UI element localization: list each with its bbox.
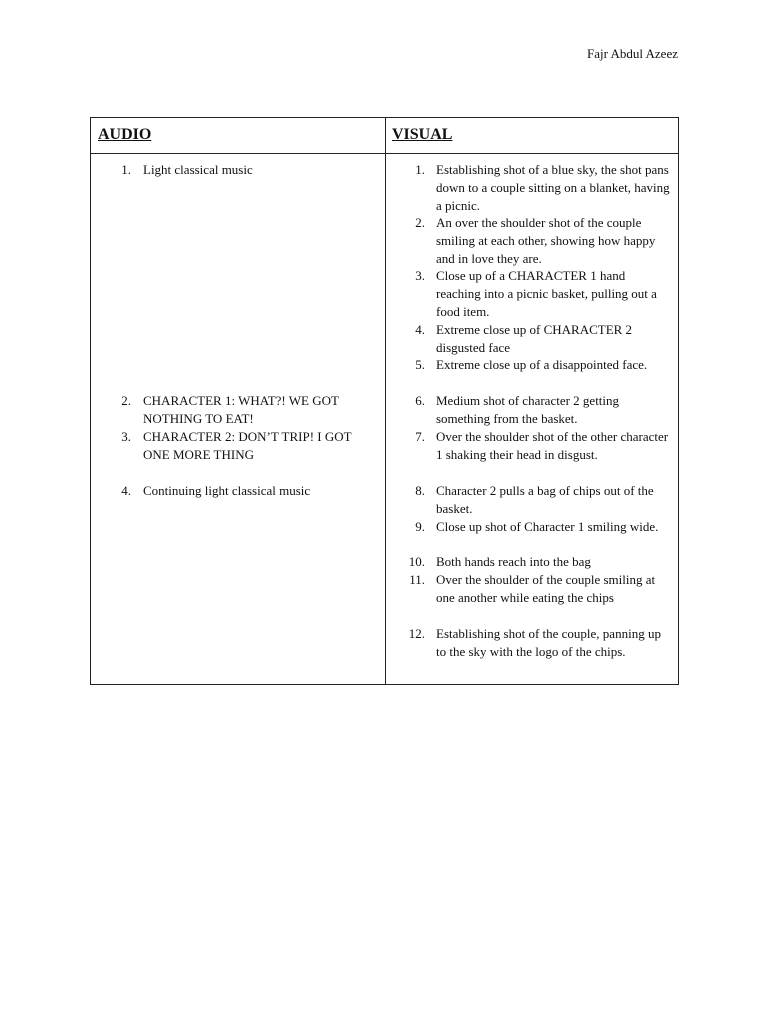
visual-item-text: Over the shoulder shot of the other character 1 shaking their head in disgust. [436, 429, 669, 462]
visual-item-number: 7. [415, 429, 425, 444]
visual-item-text: Over the shoulder of the couple smiling at one another while eating the chips [436, 572, 656, 605]
audio-item-text: Light classical music [143, 162, 253, 177]
visual-item-text: Medium shot of character 2 getting something from the basket. [436, 393, 620, 426]
visual-item-text: An over the shoulder shot of the couple smiling at each other, showing how happy and in love they are. [436, 215, 656, 266]
visual-item-number: 12. [408, 626, 425, 641]
visual-item-number: 5. [415, 357, 425, 372]
audio-item-number: 3. [121, 429, 131, 444]
visual-item-number: 8. [415, 483, 425, 498]
header-row-divider [91, 153, 678, 154]
audio-column-header: AUDIO [98, 126, 152, 143]
audio-visual-script-table [90, 117, 679, 685]
author-name: Fajr Abdul Azeez [587, 46, 678, 61]
audio-item-number: 1. [121, 162, 131, 177]
visual-item-text: Establishing shot of the couple, panning up to the sky with the logo of the chips. [436, 626, 661, 659]
audio-item-number: 4. [121, 483, 131, 498]
visual-item-text: Close up of a CHARACTER 1 hand reaching into a picnic basket, pulling out a food item. [436, 268, 657, 319]
audio-item-text: CHARACTER 1: WHAT?! WE GOT NOTHING TO EAT! [143, 393, 339, 426]
audio-item-number: 2. [121, 393, 131, 408]
visual-column-header: VISUAL [392, 126, 453, 143]
visual-item-number: 1. [415, 162, 425, 177]
visual-item-number: 10. [408, 554, 425, 569]
visual-item-number: 4. [415, 322, 425, 337]
visual-item-number: 6. [415, 393, 425, 408]
audio-item-text: CHARACTER 2: DON’T TRIP! I GOT ONE MORE THING [143, 429, 352, 462]
visual-item-text: Character 2 pulls a bag of chips out of the basket. [436, 483, 654, 516]
visual-item-number: 9. [415, 519, 425, 534]
visual-item-text: Close up shot of Character 1 smiling wide. [436, 519, 659, 534]
visual-item-text: Both hands reach into the bag [436, 554, 591, 569]
visual-item-text: Establishing shot of a blue sky, the shot pans down to a couple sitting on a blanket, having a picnic. [436, 162, 670, 213]
visual-item-text: Extreme close up of CHARACTER 2 disgusted face [436, 322, 633, 355]
visual-item-text: Extreme close up of a disappointed face. [436, 357, 648, 372]
visual-item-number: 11. [409, 572, 425, 587]
visual-item-number: 2. [415, 215, 425, 230]
visual-item-number: 3. [415, 268, 425, 283]
audio-item-text: Continuing light classical music [143, 483, 311, 498]
